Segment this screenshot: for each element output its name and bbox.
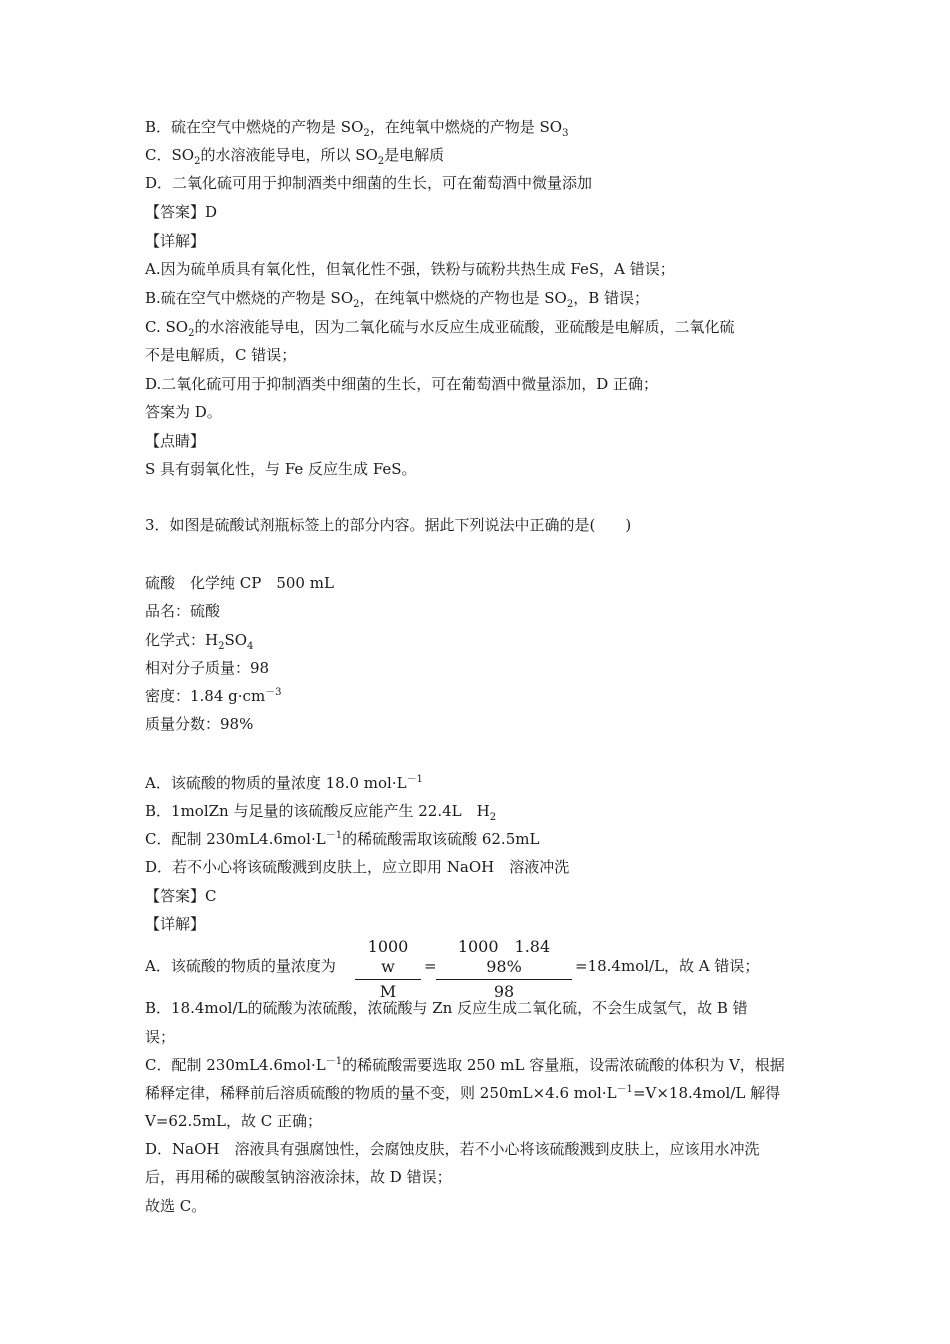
fraction-2-bar [436, 979, 572, 980]
q2-detail-a: A.因为硫单质具有氧化性，但氧化性不强，铁粉与硫粉共热生成 FeS，A 错误； [145, 260, 675, 278]
q3-detail-b: B．18.4mol/L的硫酸为浓硫酸，浓硫酸与 Zn 反应生成二氧化硫，不会生成氢气，故 B 错 [145, 999, 748, 1017]
fraction-2-numerator: 1000 1.84 98% [457, 937, 567, 976]
q3-detail-c-cont1: 稀释定律，稀释前后溶质硫酸的物质的量不变，则 250mL×4.6 $mol\cdot L^{-1}=V\times 18.4mol/L$ 解得 [145, 1084, 781, 1102]
q3-final: 故选 C。 [145, 1197, 207, 1215]
bottle-label-line1: 硫酸 化学纯 CP 500 mL [145, 574, 334, 592]
bottle-label-molar-mass: 相对分子质量：98 [145, 659, 270, 677]
q2-detail-c-cont: 不是电解质，C 错误； [145, 346, 297, 364]
q2-detail-c: C. $SO_2$的水溶液能导电，因为二氧化硫与水反应生成亚硫酸，亚硫酸是电解质，二氧化硫 [145, 318, 735, 339]
fraction-1-numerator: 1000 w [367, 937, 425, 976]
equals-sign: = [424, 957, 437, 975]
q2-tip: S 具有弱氧化性，与 Fe 反应生成 FeS。 [145, 460, 417, 478]
q3-answer: 【答案】C [145, 887, 217, 905]
fraction-1-bar [355, 979, 421, 980]
q3-detail-d-cont: 后，再用稀的碳酸氢钠溶液涂抹，故 D 错误； [145, 1168, 452, 1186]
q2-detail-d: D.二氧化硫可用于抑制酒类中细菌的生长，可在葡萄酒中微量添加，D 正确； [145, 375, 659, 393]
q3-detail-b-cont: 误； [145, 1028, 176, 1046]
fraction-2 [436, 937, 572, 1002]
q3-detail-a-suffix: =18.4mol/L，故 A 错误； [575, 957, 760, 975]
q2-answer: 【答案】D [145, 203, 218, 221]
q3-detail-c: C．配制 $230mL4.6mol\cdot L^{-1}$的稀硫酸需要选取 250 mL 容量瓶，设需浓硫酸的体积为 V，根据 [145, 1056, 785, 1074]
q3-detail-a-prefix: A．该硫酸的物质的量浓度为 [145, 957, 336, 975]
q2-option-b: B．硫在空气中燃烧的产物是 $SO_2$，在纯氧中燃烧的产物是 $SO_3$ [145, 118, 569, 139]
q2-option-c: C．$SO_2$的水溶液能导电，所以 $SO_2$是电解质 [145, 146, 445, 167]
q2-conclusion: 答案为 D。 [145, 403, 222, 421]
q3-option-a: A．该硫酸的物质的量浓度 18.0 $mol\cdot L^{-1}$ [145, 774, 423, 792]
q2-detail-label: 【详解】 [145, 232, 206, 250]
bottle-label-mass-fraction: 质量分数：98% [145, 715, 254, 733]
q3-detail-c-cont2: V=62.5mL，故 C 正确； [145, 1112, 322, 1130]
q3-detail-d: D．NaOH 溶液具有强腐蚀性，会腐蚀皮肤，若不小心将该硫酸溅到皮肤上，应该用水冲洗 [145, 1140, 760, 1158]
fraction-2-denominator: 98 [493, 982, 515, 1001]
fraction-1-denominator: M [379, 982, 397, 1001]
bottle-label-name: 品名：硫酸 [145, 602, 221, 620]
q3-option-d: D．若不小心将该硫酸溅到皮肤上，应立即用 NaOH 溶液冲洗 [145, 858, 570, 876]
q2-option-d: D．二氧化硫可用于抑制酒类中细菌的生长，可在葡萄酒中微量添加 [145, 174, 593, 192]
fraction-1 [355, 937, 425, 1002]
q3-detail-label: 【详解】 [145, 915, 206, 933]
q2-tip-label: 【点睛】 [145, 432, 206, 450]
bottle-label-formula: 化学式：$H_2SO_4$ [145, 631, 254, 652]
q3-option-c: C．配制 $230mL4.6mol\cdot L^{-1}$的稀硫酸需取该硫酸 62.5mL [145, 830, 540, 848]
q2-detail-b: B.硫在空气中燃烧的产物是 $SO_2$，在纯氧中燃烧的产物也是 $SO_2$，B 错误； [145, 289, 650, 310]
q3-option-b: B．1molZn 与足量的该硫酸反应能产生 22.4L $H_2$ [145, 802, 497, 823]
bottle-label-density: 密度：1.84 $g\cdot cm^{-3}$ [145, 687, 282, 705]
q3-stem: 3．如图是硫酸试剂瓶标签上的部分内容。据此下列说法中正确的是( ) [145, 516, 632, 534]
